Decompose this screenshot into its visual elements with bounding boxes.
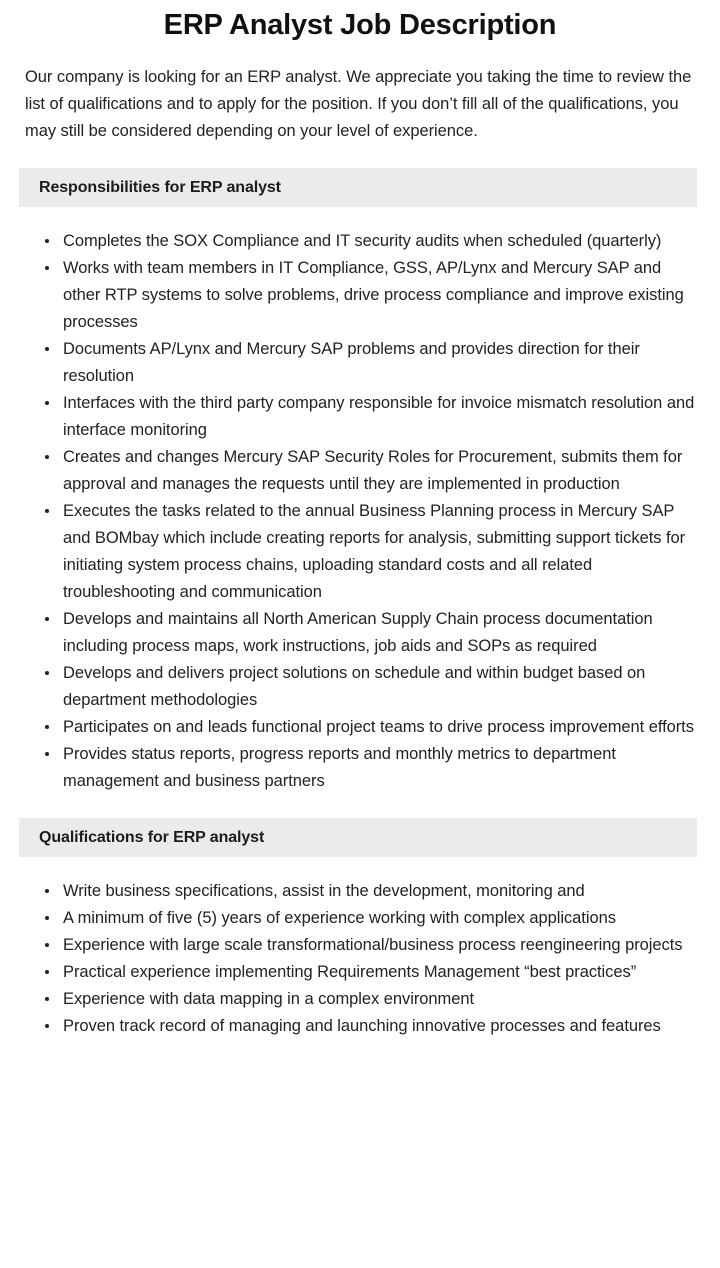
section-header-qualifications xyxy=(19,818,697,857)
qualifications-list xyxy=(0,857,720,1040)
section-header-responsibilities xyxy=(19,168,697,207)
list-item: Executes the tasks related to the annual Business Planning process in Mercury SAP and BOMbay which include creating reports for analysis, submitting support tickets for initiating system process chains, uploading standard costs and all related troubleshooting and communication xyxy=(45,498,697,606)
intro-paragraph: Our company is looking for an ERP analyst. We appreciate you taking the time to review the list of qualifications and to apply for the position. If you don’t fill all of the qualifications, you may still be considered depending on your level of experience. xyxy=(25,68,692,140)
list-item: Practical experience implementing Requirements Management “best practices” xyxy=(45,959,697,986)
list-item: Experience with large scale transformational/business process reengineering projects xyxy=(45,932,697,959)
list-item: Completes the SOX Compliance and IT security audits when scheduled (quarterly) xyxy=(45,228,697,255)
list-item: Experience with data mapping in a complex environment xyxy=(45,986,697,1013)
list-item: A minimum of five (5) years of experience working with complex applications xyxy=(45,905,697,932)
page-title: ERP Analyst Job Description xyxy=(163,9,557,41)
section-qualifications xyxy=(0,818,720,1040)
list-item: Interfaces with the third party company responsible for invoice mismatch resolution and interface monitoring xyxy=(45,390,697,444)
section-responsibilities xyxy=(0,168,720,795)
list-item: Documents AP/Lynx and Mercury SAP problems and provides direction for their resolution xyxy=(45,336,697,390)
list-item: Works with team members in IT Compliance, GSS, AP/Lynx and Mercury SAP and other RTP systems to solve problems, drive process compliance and improve existing processes xyxy=(45,255,697,336)
section-header-label: Responsibilities for ERP analyst xyxy=(39,179,281,196)
list-item: Develops and delivers project solutions on schedule and within budget based on department methodologies xyxy=(45,660,697,714)
list-item: Develops and maintains all North American Supply Chain process documentation including process maps, work instructions, job aids and SOPs as required xyxy=(45,606,697,660)
list-item: Write business specifications, assist in the development, monitoring and xyxy=(45,878,697,905)
section-header-label: Qualifications for ERP analyst xyxy=(39,829,265,846)
list-item: Creates and changes Mercury SAP Security Roles for Procurement, submits them for approval and manages the requests until they are implemented in production xyxy=(45,444,697,498)
list-item: Provides status reports, progress reports and monthly metrics to department management and business partners xyxy=(45,741,697,795)
list-item: Proven track record of managing and launching innovative processes and features xyxy=(45,1013,697,1040)
responsibilities-list xyxy=(0,207,720,795)
list-item: Participates on and leads functional project teams to drive process improvement efforts xyxy=(45,714,697,741)
